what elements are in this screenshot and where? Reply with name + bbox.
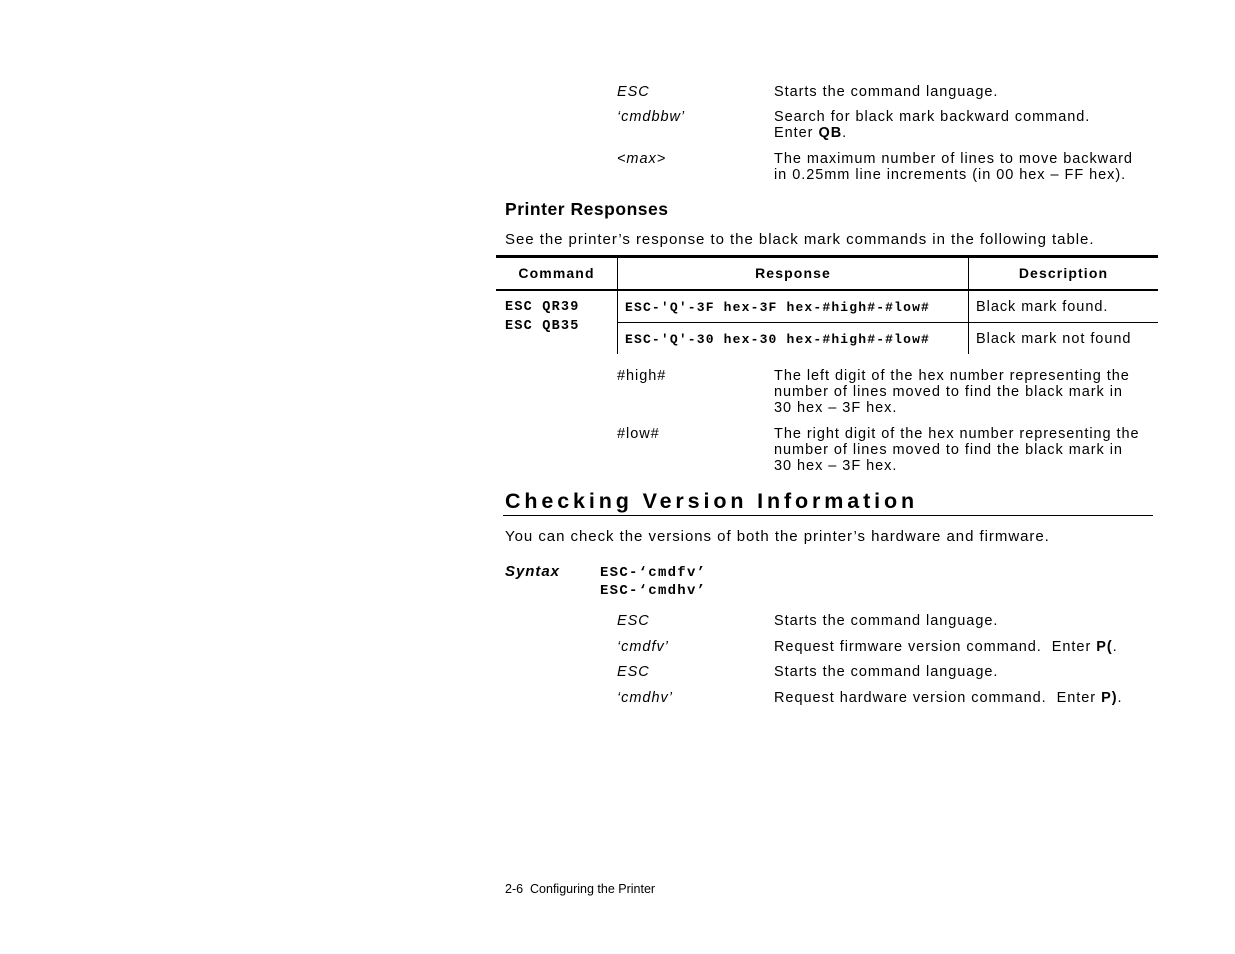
param-desc-esc-2: Starts the command language.: [774, 613, 999, 629]
enter-value: QB: [818, 125, 843, 141]
table-row-rule: [617, 322, 1158, 323]
param-desc-high-line3: 30 hex – 3F hex.: [774, 400, 898, 416]
table-response-2: ESC-'Q'-30 hex-30 hex-#high#-#low#: [625, 332, 931, 347]
header-command: Command: [518, 265, 595, 281]
param-term-high: #high#: [617, 368, 667, 384]
cmdhv-desc-text: Request hardware version command. Enter: [774, 690, 1102, 706]
param-desc-esc-3: Starts the command language.: [774, 664, 999, 680]
page-footer: 2-6 Configuring the Printer: [505, 882, 656, 896]
param-term-cmdhv: ‘cmdhv’: [617, 690, 673, 706]
table-command-1: ESC QR39: [505, 300, 580, 315]
cmdfv-enter-value: P(: [1096, 639, 1113, 655]
param-term-cmdfv: ‘cmdfv’: [617, 639, 669, 655]
table-command-2: ESC QB35: [505, 319, 580, 334]
version-section-heading: Checking Version Information: [505, 489, 918, 513]
param-desc-esc: Starts the command language.: [774, 84, 999, 100]
cmdfv-enter-suffix: .: [1112, 639, 1118, 655]
param-desc-cmdhv: [774, 690, 1123, 706]
param-term-max: <max>: [617, 151, 667, 167]
version-intro: You can check the versions of both the printer’s hardware and firmware.: [505, 528, 1050, 545]
enter-suffix: .: [842, 125, 848, 141]
header-description: Description: [1018, 265, 1109, 281]
param-desc-cmdbbw: Search for black mark backward command.: [774, 109, 1091, 125]
table-description-1: Black mark found.: [976, 299, 1109, 315]
param-desc-low-line2: number of lines moved to find the black mark in: [774, 442, 1123, 458]
printer-responses-intro: See the printer’s response to the black mark commands in the following table.: [505, 231, 1095, 248]
enter-prefix: Enter: [774, 125, 819, 141]
syntax-line-1: ESC-‘cmdfv’: [600, 565, 707, 581]
table-response-1: ESC-'Q'-3F hex-3F hex-#high#-#low#: [625, 300, 931, 315]
param-desc-low-line3: 30 hex – 3F hex.: [774, 458, 898, 474]
cmdfv-desc-text: Request firmware version command. Enter: [774, 639, 1097, 655]
param-desc-max-line1: The maximum number of lines to move backward: [774, 151, 1133, 167]
cmdhv-enter-suffix: .: [1117, 690, 1123, 706]
param-term-cmdbbw: ‘cmdbbw’: [617, 109, 686, 125]
syntax-label: Syntax: [505, 563, 560, 580]
table-description-2: Black mark not found: [976, 331, 1132, 347]
param-desc-high-line2: number of lines moved to find the black mark in: [774, 384, 1123, 400]
param-term-esc-3: ESC: [617, 664, 650, 680]
param-desc-cmdfv: [774, 639, 1118, 655]
table-top-rule: [496, 255, 1158, 258]
param-term-esc-2: ESC: [617, 613, 650, 629]
cmdhv-enter-value: P): [1101, 690, 1118, 706]
syntax-line-2: ESC-‘cmdhv’: [600, 583, 707, 599]
param-term-low: #low#: [617, 426, 660, 442]
param-desc-cmdbbw-enter: [774, 125, 847, 141]
param-desc-high-line1: The left digit of the hex number representing the: [774, 368, 1130, 384]
param-desc-low-line1: The right digit of the hex number representing the: [774, 426, 1140, 442]
param-term-esc: ESC: [617, 84, 650, 100]
printer-responses-heading: Printer Responses: [505, 199, 669, 219]
table-header-rule: [496, 289, 1158, 291]
header-response: Response: [755, 265, 831, 281]
version-heading-rule: [503, 515, 1153, 516]
param-desc-max-line2: in 0.25mm line increments (in 00 hex – FF hex).: [774, 167, 1127, 183]
